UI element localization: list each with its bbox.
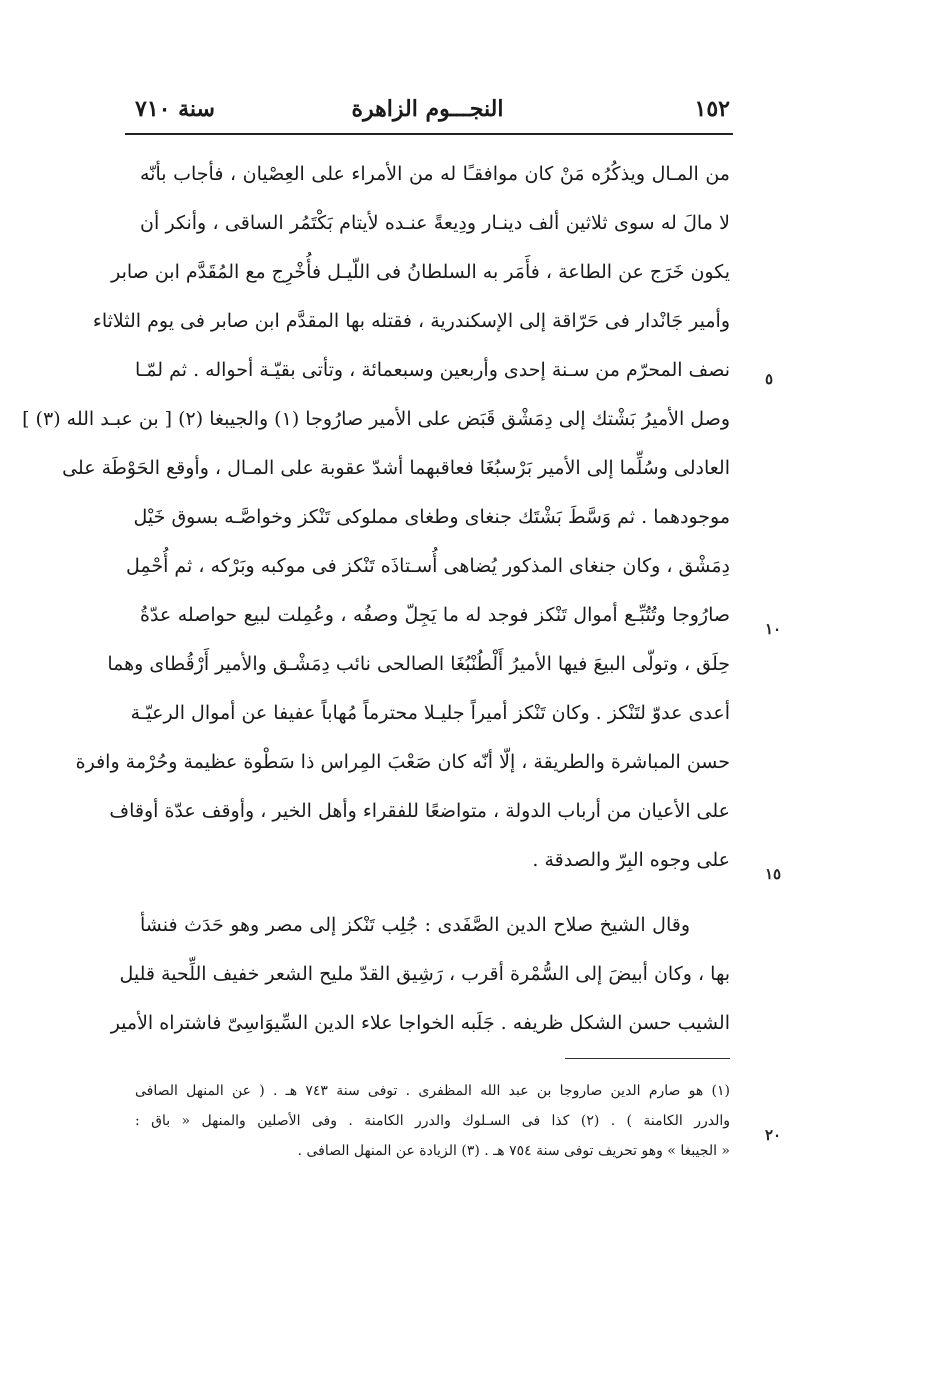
text-line: الشيب حسن الشكل ظريفه . جَلَبه الخواجا علاء الدين السِّيوَاسِىّ فاشتراه الأمير	[110, 1012, 730, 1034]
footnote-line: (١) هو صارم الدين صاروجا بن عبد الله المظفرى . توفى سنة ٧٤٣ هـ . ( عن المنهل الصافى	[135, 1083, 730, 1099]
footnote-line: « الجيبغا » وهو تحريف توفى سنة ٧٥٤ هـ . (٣) الزيادة عن المنهل الصافى .	[297, 1143, 730, 1159]
text-line: بها ، وكان أبيضَ إلى السُّمْرة أقرب ، رَشِيق القدّ مليح الشعر خفيف اللِّحية قليل	[119, 963, 730, 985]
header-book-title: النجـــوم الزاهرة	[351, 96, 504, 122]
text-line: وقال الشيخ صلاح الدين الصَّفَدى : جُلِب تَنْكز إلى مصر وهو حَدَث فنشأ	[140, 914, 690, 936]
text-line: لا مالَ له سوى ثلاثين ألف دينـار ودِيعةً عنـده لأيتام بَكْتَمُر الساقى ، وأنكر أن	[140, 212, 730, 234]
paragraph-2	[110, 901, 730, 1048]
main-text	[22, 150, 730, 1048]
text-line: وأمير جَانْدار فى حَرّاقة إلى الإسكندرية ، فقتله بها المقدَّم ابن صابر فى يوم الثلاثاء	[92, 310, 730, 332]
text-line: أعدى عدوّ لتَنْكز . وكان تَنْكز أميراً جليـلا محترماً مُهاباً عفيفا عن أموال الرعيّـة	[130, 702, 730, 724]
line-number-20: ٢٠	[765, 1126, 782, 1144]
text-line: يكون خَرَج عن الطاعة ، فأَمَر به السلطانُ فى اللّيـل فأُخْرِج مع المُقَدَّم ابن صابر	[111, 261, 730, 283]
footnote-line: والدرر الكامنة ) . (٢) كذا فى السـلوك والدرر الكامنة . وفى الأصلين والمنهل « باق :	[135, 1113, 730, 1129]
text-line: نصف المحرّم من سـنة إحدى وأربعين وسبعمائة ، وتأتى بقيّـة أحواله . ثم لمّـا	[134, 359, 730, 381]
text-line: على الأعيان من أرباب الدولة ، متواضعًا للفقراء وأهل الخير ، وأوقف عدّة أوقاف	[109, 800, 730, 822]
text-line: وصل الأميرُ بَشْتك إلى دِمَشْق قَبَض على الأمير صارُوجا (١) والجيبغا (٢) [ بن عبـد الله (٣) ]	[22, 408, 730, 430]
line-number-5: ٥	[765, 370, 774, 388]
text-line: صارُوجا وتُتُبِّـع أموال تَنْكز فوجد له ما يَجِلّ وصفُه ، وعُمِلت لبيع حواصله عدّةُ	[140, 604, 730, 626]
running-header	[125, 92, 730, 126]
header-rule	[125, 133, 733, 135]
footnotes	[135, 1076, 730, 1166]
text-line: على وجوه البِرّ والصدقة .	[532, 849, 730, 871]
header-page-number: ١٥٢	[694, 96, 730, 122]
text-line: العادلى وسُلِّما إلى الأمير بَرْسبُغَا فعاقبهما أشدّ عقوبة على المـال ، وأوقع الحَوْطَة على	[62, 457, 730, 479]
paragraph-1	[22, 150, 730, 885]
text-line: من المـال ويذكُرُه مَنْ كان موافقـًا له من الأمراء على العِصْيان ، فأجاب بأنّه	[140, 163, 730, 185]
text-line: دِمَشْق ، وكان جنغاى المذكور يُضاهى أُسـتاذَه تَنْكز فى موكبه وبَرْكه ، ثم أُحْمِل	[125, 555, 730, 577]
line-number-15: ١٥	[765, 865, 782, 883]
footnote-rule	[565, 1058, 730, 1059]
text-line: موجودهما . ثم وَسَّطَ بَشْتَك جنغاى وطغاى مملوكى تَنْكز وخواصَّـه بسوق خَيْل	[133, 506, 730, 528]
text-line: حِلَق ، وتولّى البيعَ فيها الأميرُ أَلْطُنْبُغَا الصالحى نائب دِمَشْـق والأمير أَرْقُطاى وهما	[107, 653, 730, 675]
text-line: حسن المباشرة والطريقة ، إلّا أنّه كان صَعْبَ المِراس ذا سَطْوة عظيمة وحُرْمة وافرة	[75, 751, 730, 773]
header-year: سنة ٧١٠	[135, 96, 215, 122]
line-number-10: ١٠	[765, 620, 782, 638]
